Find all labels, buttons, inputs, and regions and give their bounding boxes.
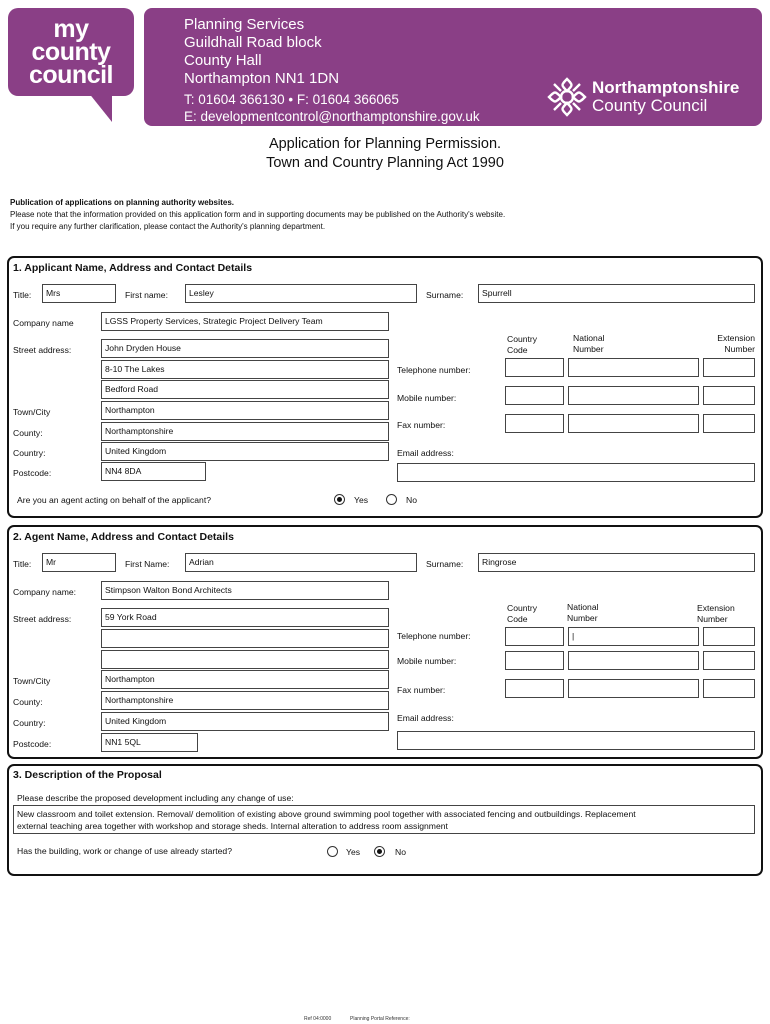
national-number-label: National Number [567,602,599,623]
council-name: Northamptonshire County Council [592,78,740,115]
agent-postcode-field[interactable]: NN1 5QL [101,733,198,752]
agent-mobile-number[interactable] [568,651,699,670]
country-code-label: Country Code [507,334,538,355]
applicant-mobile-country-code[interactable] [505,386,564,405]
no-label: No [395,847,406,857]
agent-street-line-1[interactable]: 59 York Road [101,608,389,627]
first-name-label: First name: [125,290,168,300]
country-label: Country: [13,718,46,728]
mobile-label: Mobile number: [397,393,457,403]
started-question: Has the building, work or change of use already started? [17,846,232,856]
applicant-fax-number[interactable] [568,414,699,433]
agent-mobile-country-code[interactable] [505,651,564,670]
logo-speech-tail [88,92,112,122]
national-number-label: National Number [573,333,605,354]
applicant-email-field[interactable] [397,463,755,482]
email-label: Email address: [397,713,454,723]
title-label: Title: [13,290,32,300]
agent-street-line-2[interactable] [101,629,389,648]
applicant-town-field[interactable]: Northampton [101,401,389,420]
extension-number-label: Extension Number [697,603,735,624]
address-line: Guildhall Road block [184,34,322,51]
applicant-telephone-extension[interactable] [703,358,755,377]
section-heading: 3. Description of the Proposal [13,769,162,781]
agent-telephone-country-code[interactable] [505,627,564,646]
agent-street-line-3[interactable] [101,650,389,669]
postcode-label: Postcode: [13,468,52,478]
agent-question: Are you an agent acting on behalf of the applicant? [17,495,211,505]
surname-label: Surname: [426,559,464,569]
applicant-street-line-2[interactable]: 8-10 The Lakes [101,360,389,379]
rose-emblem-icon [546,76,588,118]
description-line: external teaching area together with workshop and storage sheds. Internal alteration to address room assignment [17,821,448,831]
company-label: Company name [13,318,74,328]
agent-first-name-field[interactable]: Adrian [185,553,417,572]
applicant-street-line-3[interactable]: Bedford Road [101,380,389,399]
applicant-surname-field[interactable]: Spurrell [478,284,755,303]
agent-fax-extension[interactable] [703,679,755,698]
agent-surname-field[interactable]: Ringrose [478,553,755,572]
agent-email-field[interactable] [397,731,755,750]
fax-label: Fax number: [397,685,446,695]
form-subtitle: Town and Country Planning Act 1990 [266,155,504,171]
extension-number-label: Extension Number [717,333,755,354]
portal-reference: Planning Portal Reference: [350,1016,410,1022]
started-yes-radio[interactable] [327,846,338,857]
agent-title-field[interactable]: Mr [42,553,116,572]
street-label: Street address: [13,614,72,624]
agent-yes-radio[interactable] [334,494,345,505]
applicant-telephone-country-code[interactable] [505,358,564,377]
address-line: County Hall [184,52,262,69]
agent-telephone-extension[interactable] [703,627,755,646]
agent-fax-country-code[interactable] [505,679,564,698]
form-title: Application for Planning Permission. [268,136,502,152]
street-label: Street address: [13,345,72,355]
contact-banner [144,8,762,126]
applicant-title-field[interactable]: Mrs [42,284,116,303]
surname-label: Surname: [426,290,464,300]
section-heading: 1. Applicant Name, Address and Contact Details [13,262,253,274]
company-label: Company name: [13,587,77,597]
started-no-radio[interactable] [374,846,385,857]
applicant-street-line-1[interactable]: John Dryden House [101,339,389,358]
applicant-country-field[interactable]: United Kingdom [101,442,389,461]
proposal-description-field[interactable] [13,805,755,834]
yes-label: Yes [354,495,369,505]
town-label: Town/City [13,676,51,686]
fax-label: Fax number: [397,420,446,430]
county-label: County: [13,697,43,707]
agent-country-field[interactable]: United Kingdom [101,712,389,731]
no-label: No [406,495,417,505]
applicant-fax-country-code[interactable] [505,414,564,433]
publication-note: Please note that the information provided on this application form and in supporting documents may be published on the Authority's website. [10,210,506,219]
section-heading: 2. Agent Name, Address and Contact Details [13,531,234,543]
my-county-council-logo [8,8,134,96]
title-label: Title: [13,559,32,569]
mobile-label: Mobile number: [397,656,457,666]
agent-mobile-extension[interactable] [703,651,755,670]
agent-county-field[interactable]: Northamptonshire [101,691,389,710]
country-label: Country: [13,448,46,458]
county-label: County: [13,428,43,438]
address-line: Planning Services [184,16,305,33]
description-line: New classroom and toilet extension. Removal/ demolition of existing above ground swimming pool together with associated fencing and outbuildings. Replacement [17,809,636,819]
form-reference: Ref 04:0000 [304,1016,332,1022]
agent-telephone-number[interactable]: | [568,627,699,646]
agent-town-field[interactable]: Northampton [101,670,389,689]
agent-no-radio[interactable] [386,494,397,505]
agent-company-field[interactable]: Stimpson Walton Bond Architects [101,581,389,600]
address-line: Northampton NN1 1DN [184,70,340,87]
telephone-label: Telephone number: [397,365,471,375]
agent-fax-number[interactable] [568,679,699,698]
telephone-label: Telephone number: [397,631,471,641]
phone-fax-line: T: 01604 366130 • F: 01604 366065 [184,92,399,107]
applicant-first-name-field[interactable]: Lesley [185,284,417,303]
yes-label: Yes [346,847,361,857]
applicant-telephone-number[interactable] [568,358,699,377]
logo-line: council [28,61,113,89]
first-name-label: First Name: [125,559,170,569]
email-line: E: developmentcontrol@northamptonshire.gov.uk [184,109,480,124]
publication-note: If you require any further clarification, please contact the Authority's planning department. [10,222,326,231]
applicant-mobile-extension[interactable] [703,386,755,405]
postcode-label: Postcode: [13,739,52,749]
logo-line: my [53,15,89,43]
proposal-prompt: Please describe the proposed development including any change of use: [17,793,294,803]
applicant-mobile-number[interactable] [568,386,699,405]
town-label: Town/City [13,407,51,417]
country-code-label: Country Code [507,603,538,624]
applicant-county-field[interactable]: Northamptonshire [101,422,389,441]
applicant-fax-extension[interactable] [703,414,755,433]
applicant-postcode-field[interactable]: NN4 8DA [101,462,206,481]
applicant-company-field[interactable]: LGSS Property Services, Strategic Project Delivery Team [101,312,389,331]
logo-line: county [31,38,111,66]
email-label: Email address: [397,448,454,458]
publication-heading: Publication of applications on planning authority websites. [10,198,235,207]
